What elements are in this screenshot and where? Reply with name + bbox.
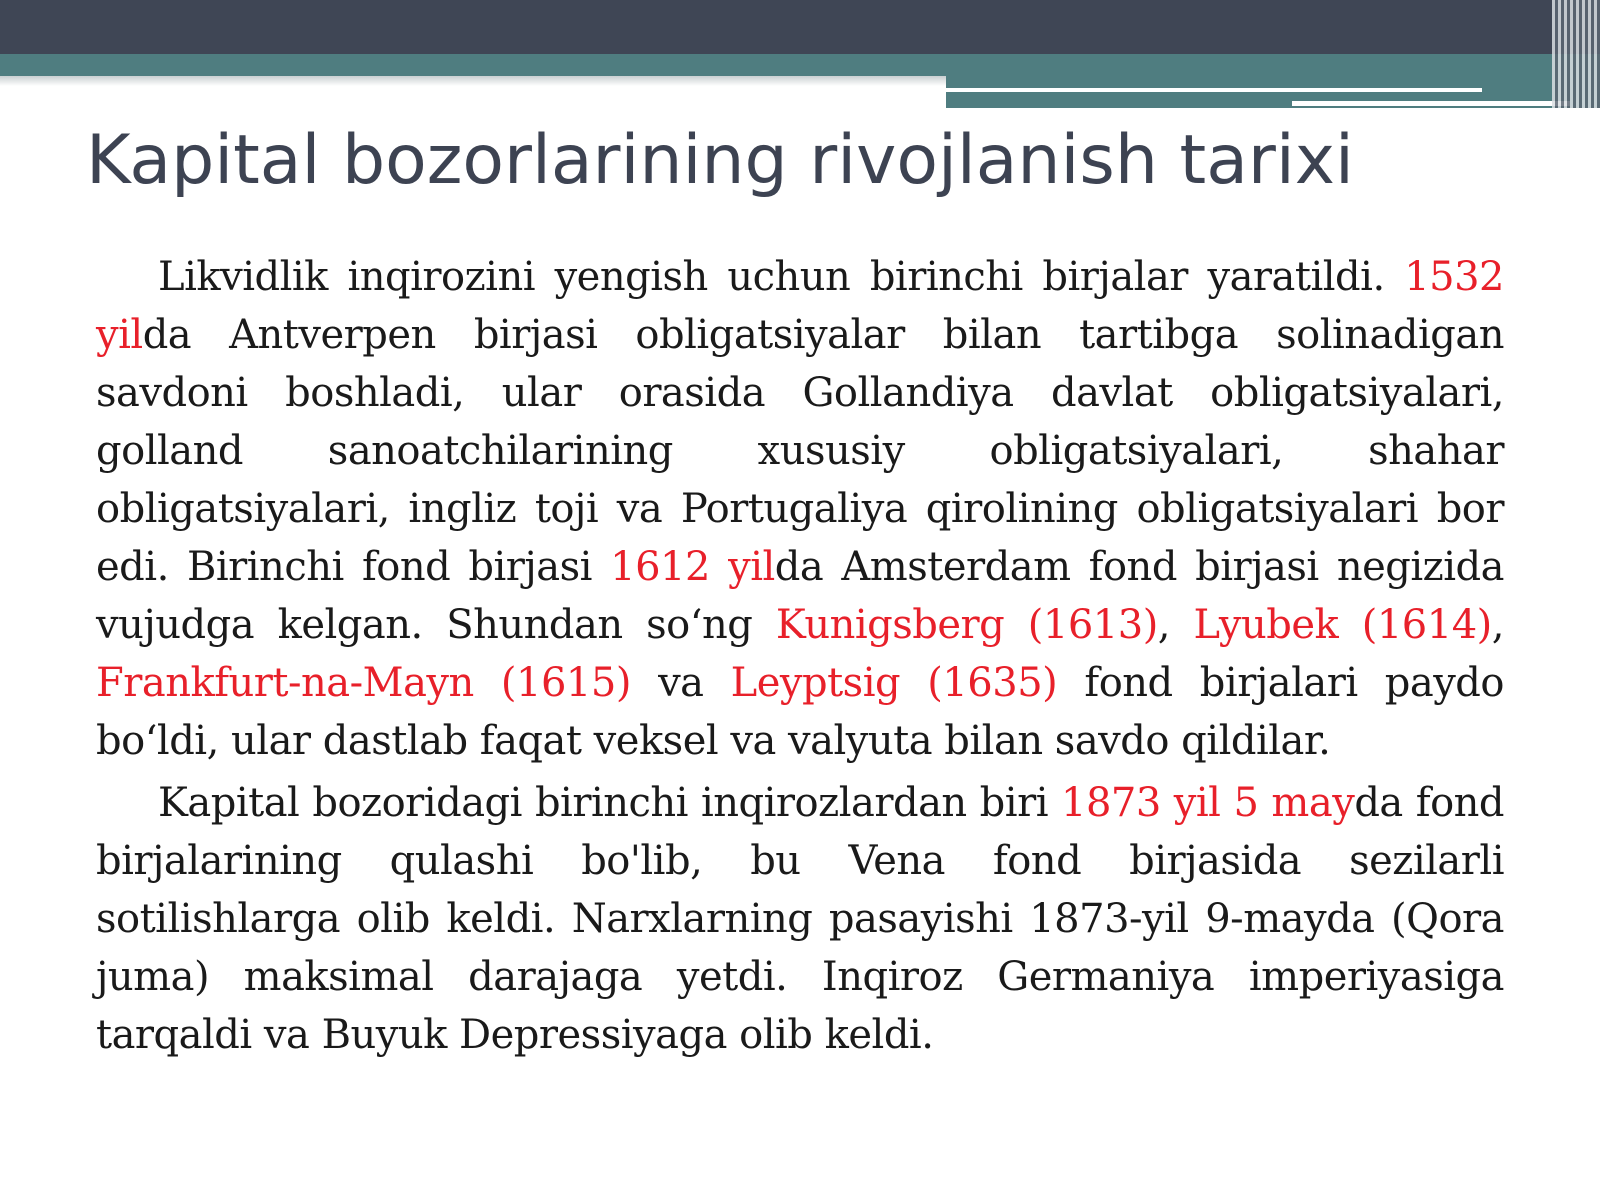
- paragraph-text: da Antverpen birjasi obligatsiyalar bilan tartibga solinadigan savdoni boshladi, ular orasida Gollandiya davlat obligatsiyalari, golland sanoatchilarining xususiy obligatsiyalari, shahar obligatsiyalari, ingliz toji va Portugaliya qirolining obligatsiyalari bor edi. Birinchi fond birjasi: [96, 312, 1504, 590]
- paragraph-text: ,: [1491, 602, 1504, 648]
- highlighted-text: Kunigsberg (1613): [775, 602, 1158, 648]
- slide-body: [96, 248, 1504, 1068]
- paragraph-text: fond birjalari paydo bo‘ldi, ular dastlab faqat veksel va valyuta bilan savdo qildilar.: [96, 660, 1504, 764]
- highlighted-text: Frankfurt-na-Mayn (1615): [96, 660, 631, 706]
- body-paragraph: [96, 248, 1504, 770]
- decorative-line: [946, 88, 1482, 92]
- highlighted-text: 1612 yil: [610, 544, 775, 590]
- header-bar: [0, 0, 1600, 54]
- paragraph-text: ,: [1157, 602, 1194, 648]
- paragraph-text: Kapital bozoridagi birinchi inqirozlardan biri: [158, 780, 1061, 826]
- paragraph-text: va: [630, 660, 731, 706]
- paragraph-text: da fond birjalarining qulashi bo'lib, bu Vena fond birjasida sezilarli sotilishlarga olib keldi. Narxlarning pasayishi 1873-yil 9-mayda (Qora juma) maksimal darajaga yetdi. Inqiroz Germaniya imperiyasiga tarqaldi va Buyuk Depressiyaga olib keldi.: [96, 780, 1505, 1058]
- highlighted-text: 1532 yil: [96, 254, 1504, 358]
- highlighted-text: 1873 yil 5 may: [1061, 780, 1355, 826]
- header-shadow: [0, 76, 946, 86]
- body-paragraph: [96, 774, 1504, 1064]
- paragraph-text: da Amsterdam fond birjasi negizida vujudga kelgan. Shundan so‘ng: [96, 544, 1504, 648]
- paragraph-text: Likvidlik inqirozini yengish uchun birinchi birjalar yaratildi.: [158, 254, 1405, 300]
- decorative-edge-stripes: [1552, 0, 1600, 108]
- highlighted-text: Lyubek (1614): [1193, 602, 1492, 648]
- slide-title: Kapital bozorlarining rivojlanish tarixi: [86, 121, 1354, 200]
- decorative-line: [1292, 101, 1570, 106]
- highlighted-text: Leyptsig (1635): [730, 660, 1058, 706]
- accent-band: [0, 54, 1600, 76]
